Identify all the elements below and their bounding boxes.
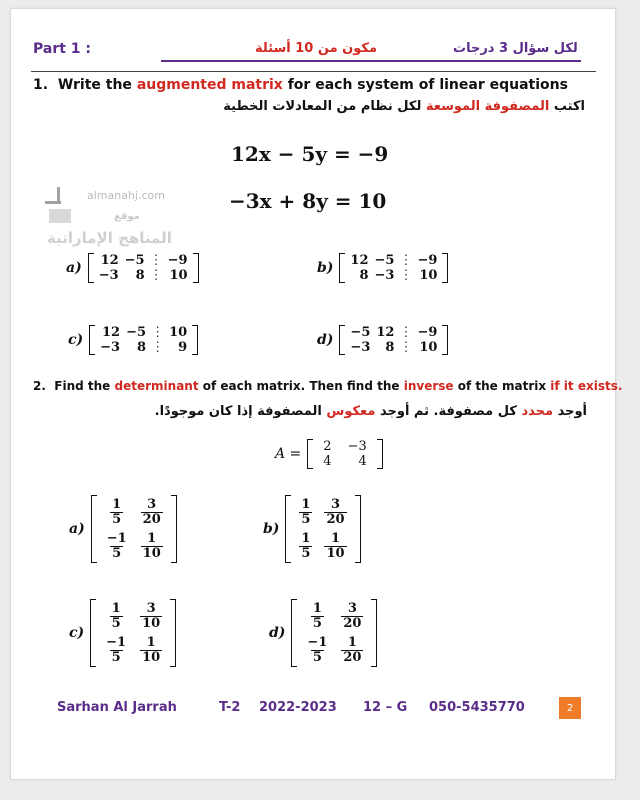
q1-prompt-arabic: اكتب المصفوفة الموسعة لكل نظام من المعادلات الخطية: [223, 99, 585, 114]
q2-prompt-arabic: أوجد محدد كل مصفوفة. ثم أوجد معكوس المصفوفة إذا كان موجودًا.: [154, 404, 587, 419]
q1-option-b[interactable]: [317, 253, 448, 283]
footer-grade: 12 – G: [363, 700, 408, 715]
question-count: مكون من 10 أسئلة: [255, 41, 378, 56]
matrix-A: A = 2 −3 4 4: [275, 439, 383, 469]
q1-option-c[interactable]: [68, 325, 198, 355]
worksheet-page: [10, 8, 623, 780]
augmented-matrix: 12 −5 ⋮ 10 −3 8 ⋮ 9: [89, 325, 198, 355]
logo-icon: [45, 187, 75, 227]
option-label: b): [263, 521, 280, 537]
footer-phone: 050-5435770: [429, 700, 525, 715]
option-label: c): [69, 625, 85, 641]
watermark: [39, 187, 189, 257]
fraction-matrix: $\frac{1}{5}$ $\frac{3}{20}$ $\frac{1}{5}$ $\frac{1}{10}$: [285, 495, 360, 563]
equation-2: −3x + 8y = 10: [229, 189, 387, 213]
fraction-matrix: $\frac{1}{5}$ $\frac{3}{10}$ $\frac{-1}{5}$ $\frac{1}{10}$: [90, 599, 176, 667]
option-label: c): [68, 332, 84, 348]
augmented-matrix: −5 12 ⋮ −9 −3 8 ⋮ 10: [339, 325, 448, 355]
footer-term: T-2: [219, 700, 241, 715]
q2-option-a[interactable]: [69, 495, 177, 563]
watermark-ar1: موقع: [114, 211, 140, 222]
header-rule: [161, 60, 581, 62]
augmented-matrix: 12 −5 ⋮ −9 8 −3 ⋮ 10: [339, 253, 448, 283]
watermark-ar2: المناهج الإماراتية: [47, 229, 172, 247]
option-label: d): [269, 625, 286, 641]
option-label: a): [66, 260, 82, 276]
option-label: a): [69, 521, 85, 537]
q2-option-b[interactable]: [263, 495, 361, 563]
header-divider: [31, 71, 596, 72]
q2-option-d[interactable]: [269, 599, 377, 667]
option-label: d): [317, 332, 334, 348]
watermark-site: almanahj.com: [87, 189, 165, 202]
q1-prompt: 1. Write the augmented matrix for each system of linear equations: [33, 77, 568, 93]
fraction-matrix: $\frac{1}{5}$ $\frac{3}{20}$ $\frac{-1}{5}$ $\frac{1}{20}$: [291, 599, 377, 667]
augmented-matrix: 12 −5 ⋮ −9 −3 8 ⋮ 10: [88, 253, 199, 283]
page-number-badge: 2: [559, 697, 581, 719]
equation-1: 12x − 5y = −9: [231, 142, 389, 166]
part-label: Part 1 :: [33, 41, 92, 57]
footer-author: Sarhan Al Jarrah: [57, 700, 177, 715]
marks-per-question: لكل سؤال 3 درجات: [453, 41, 578, 56]
q1-option-a[interactable]: [66, 253, 199, 283]
matrix-A-label: A =: [275, 446, 302, 462]
footer-year: 2022-2023: [259, 700, 337, 715]
q2-option-c[interactable]: [69, 599, 176, 667]
option-label: b): [317, 260, 334, 276]
fraction-matrix: $\frac{1}{5}$ $\frac{3}{20}$ $\frac{-1}{5}$ $\frac{1}{10}$: [91, 495, 177, 563]
q2-prompt: 2. Find the determinant of each matrix. Then find the inverse of the matrix if it exists.: [33, 379, 623, 393]
q1-option-d[interactable]: [317, 325, 448, 355]
